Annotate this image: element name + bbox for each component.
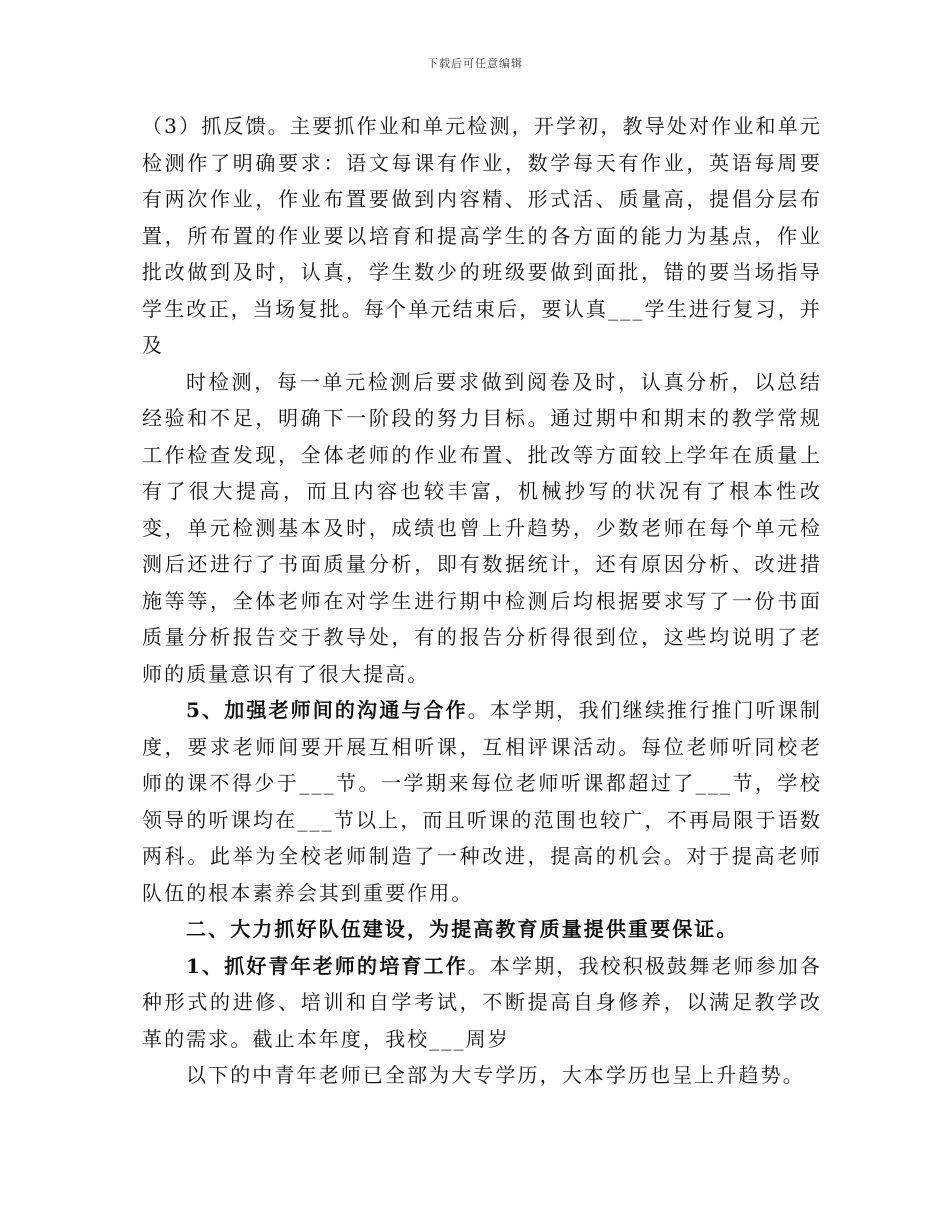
paragraph-text: 时检测，每一单元检测后要求做到阅卷及时，认真分析，以总结经验和不足，明确下一阶段的努力目标。通过期中和期末的教学常规工作检查发现，全体老师的作业布置、批改等方面较上学年在质量上有了很大提高，而且内容也较丰富，机械抄写的状况有了根本性改变，单元检测基本及时，成绩也曾上升趋势，少数老师在每个单元检测后还进行了书面质量分析，即有数据统计，还有原因分析、改进措施等等，全体老师在对学生进行期中检测后均根据要求写了一份书面质量分析报告交于教导处，有的报告分析得很到位，这些均说明了老师的质量意识有了很大提高。 <box>142 369 822 686</box>
paragraph-text: 。本学期，我校积极鼓舞老师参加各种形式的进修、培训和自学考试，不断提高自身修养，以满足教学改革的需求。截止本年度，我校___周岁 <box>142 953 822 1051</box>
paragraph-education-level <box>142 1057 822 1094</box>
paragraph-text: 。本学期，我们继续推行推门听课制度，要求老师间要开展互相听课，互相评课活动。每位老师听同校老师的课不得少于___节。一学期来每位老师听课都超过了___节，学校领导的听课均在___节以上，而且听课的范围也较广，不再局限于语数两科。此举为全校老师制造了一种改进，提高的机会。对于提高老师队伍的根本素养会其到重要作用。 <box>142 698 822 905</box>
paragraph-young-teachers <box>142 948 822 1058</box>
page-header: 下载后可任意编辑 <box>427 57 523 70</box>
paragraph-text: （3）抓反馈。主要抓作业和单元检测，开学初，教导处对作业和单元检测作了明确要求：语文每课有作业，数学每天有作业，英语每周要有两次作业，作业布置要做到内容精、形式活、质量高，提倡分层布置，所布置的作业要以培育和提高学生的各方面的能力为基点，作业批改做到及时，认真，学生数少的班级要做到面批，错的要当场指导学生改正，当场复批。每个单元结束后，要认真___学生进行复习，并及 <box>142 114 822 357</box>
section-heading-team-building <box>142 911 822 948</box>
document-body <box>142 108 822 1094</box>
paragraph-testing-results <box>142 364 822 693</box>
section-heading-young-teachers: 1、抓好青年老师的培育工作 <box>186 953 468 978</box>
paragraph-feedback <box>142 108 822 364</box>
paragraph-teacher-cooperation <box>142 692 822 911</box>
section-heading-cooperation: 5、加强老师间的沟通与合作 <box>186 698 468 722</box>
paragraph-text: 以下的中青年老师已全部为大专学历，大本学历也呈上升趋势。 <box>186 1063 805 1087</box>
section-heading-text: 二、大力抓好队伍建设，为提高教育质量提供重要保证。 <box>186 917 739 941</box>
